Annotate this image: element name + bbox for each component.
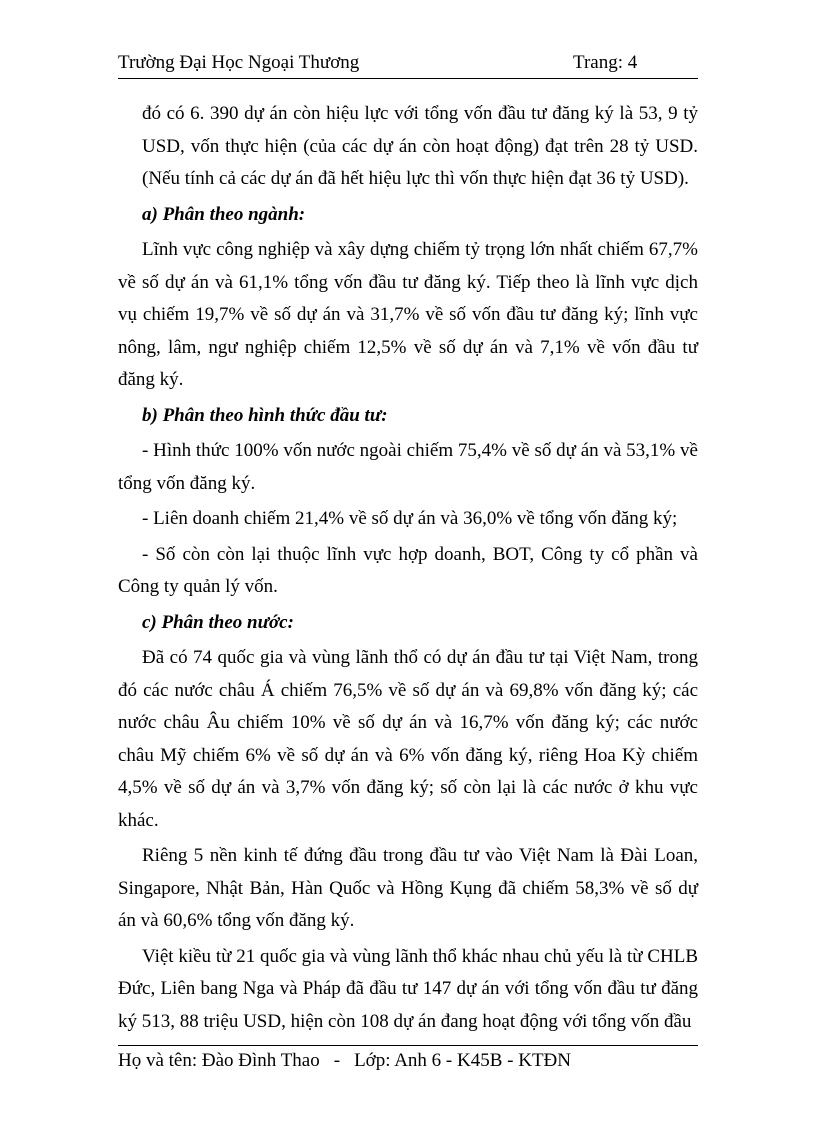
section-c-paragraph-3: Việt kiều từ 21 quốc gia và vùng lãnh thổ khác nhau chủ yếu là từ CHLB Đức, Liên bang Nga và Pháp đã đầu tư 147 dự án với tổng vốn đầu tư đăng ký 513, 88 triệu USD, hiện còn 108 dự án đang hoạt động với tổng vốn đầu [118,945,698,1032]
section-b-heading: b) Phân theo hình thức đầu tư: [142,404,388,426]
footer-separator: - [333,1050,341,1071]
section-c-heading: c) Phân theo nước: [142,611,294,633]
section-c-paragraph-2: Riêng 5 nền kinh tế đứng đầu trong đầu tư vào Việt Nam là Đài Loan, Singapore, Nhật Bản, Hàn Quốc và Hồng Kụng đã chiếm 58,3% về số dự án và 60,6% tổng vốn đăng ký. [118,845,698,931]
section-b-item-1: - Hình thức 100% vốn nước ngoài chiếm 75,4% về số dự án và 53,1% về tổng vốn đăng ký. [118,440,698,494]
section-a-paragraph: Lĩnh vực công nghiệp và xây dựng chiếm tỷ trọng lớn nhất chiếm 67,7% về số dự án và 61,1% tổng vốn đầu tư đăng ký. Tiếp theo là lĩnh vực dịch vụ chiếm 19,7% về số dự án và 31,7% về số vốn đầu tư đăng ký; lĩnh vực nông, lâm, ngư nghiệp chiếm 12,5% về số dự án và 7,1% về vốn đầu tư đăng ký. [118,239,698,390]
section-c-paragraph-1: Đã có 74 quốc gia và vùng lãnh thổ có dự án đầu tư tại Việt Nam, trong đó các nước châu Á chiếm 76,5% về số dự án và 69,8% vốn đăng ký; các nước châu Âu chiếm 10% về số dự án và 16,7% vốn đăng ký; các nước châu Mỹ chiếm 6% về số dự án và 6% vốn đăng ký, riêng Hoa Kỳ chiếm 4,5% về số dự án và 3,7% vốn đăng ký; số còn lại là các nước ở khu vực khác. [118,647,698,831]
page-footer [118,1045,698,1072]
author-name: Họ và tên: Đào Đình Thao [118,1050,320,1071]
intro-paragraph: đó có 6. 390 dự án còn hiệu lực với tổng vốn đầu tư đăng ký là 53, 9 tỷ USD, vốn thực hiện (của các dự án còn hoạt động) đạt trên 28 tỷ USD. (Nếu tính cả các dự án đã hết hiệu lực thì vốn thực hiện đạt 36 tỷ USD). [142,103,698,189]
section-b-item-2: - Liên doanh chiếm 21,4% về số dự án và 36,0% về tổng vốn đăng ký; [142,508,678,529]
section-a-heading: a) Phân theo ngành: [142,203,306,225]
document-body [118,98,698,1038]
page-number: Trang: 4 [573,52,638,73]
author-class: Lớp: Anh 6 - K45B - KTĐN [354,1050,572,1071]
school-name: Trường Đại Học Ngoại Thương [118,52,360,73]
page-header [118,50,698,79]
section-b-item-3: - Số còn còn lại thuộc lĩnh vực hợp doanh, BOT, Công ty cổ phần và Công ty quản lý vốn. [118,543,698,597]
